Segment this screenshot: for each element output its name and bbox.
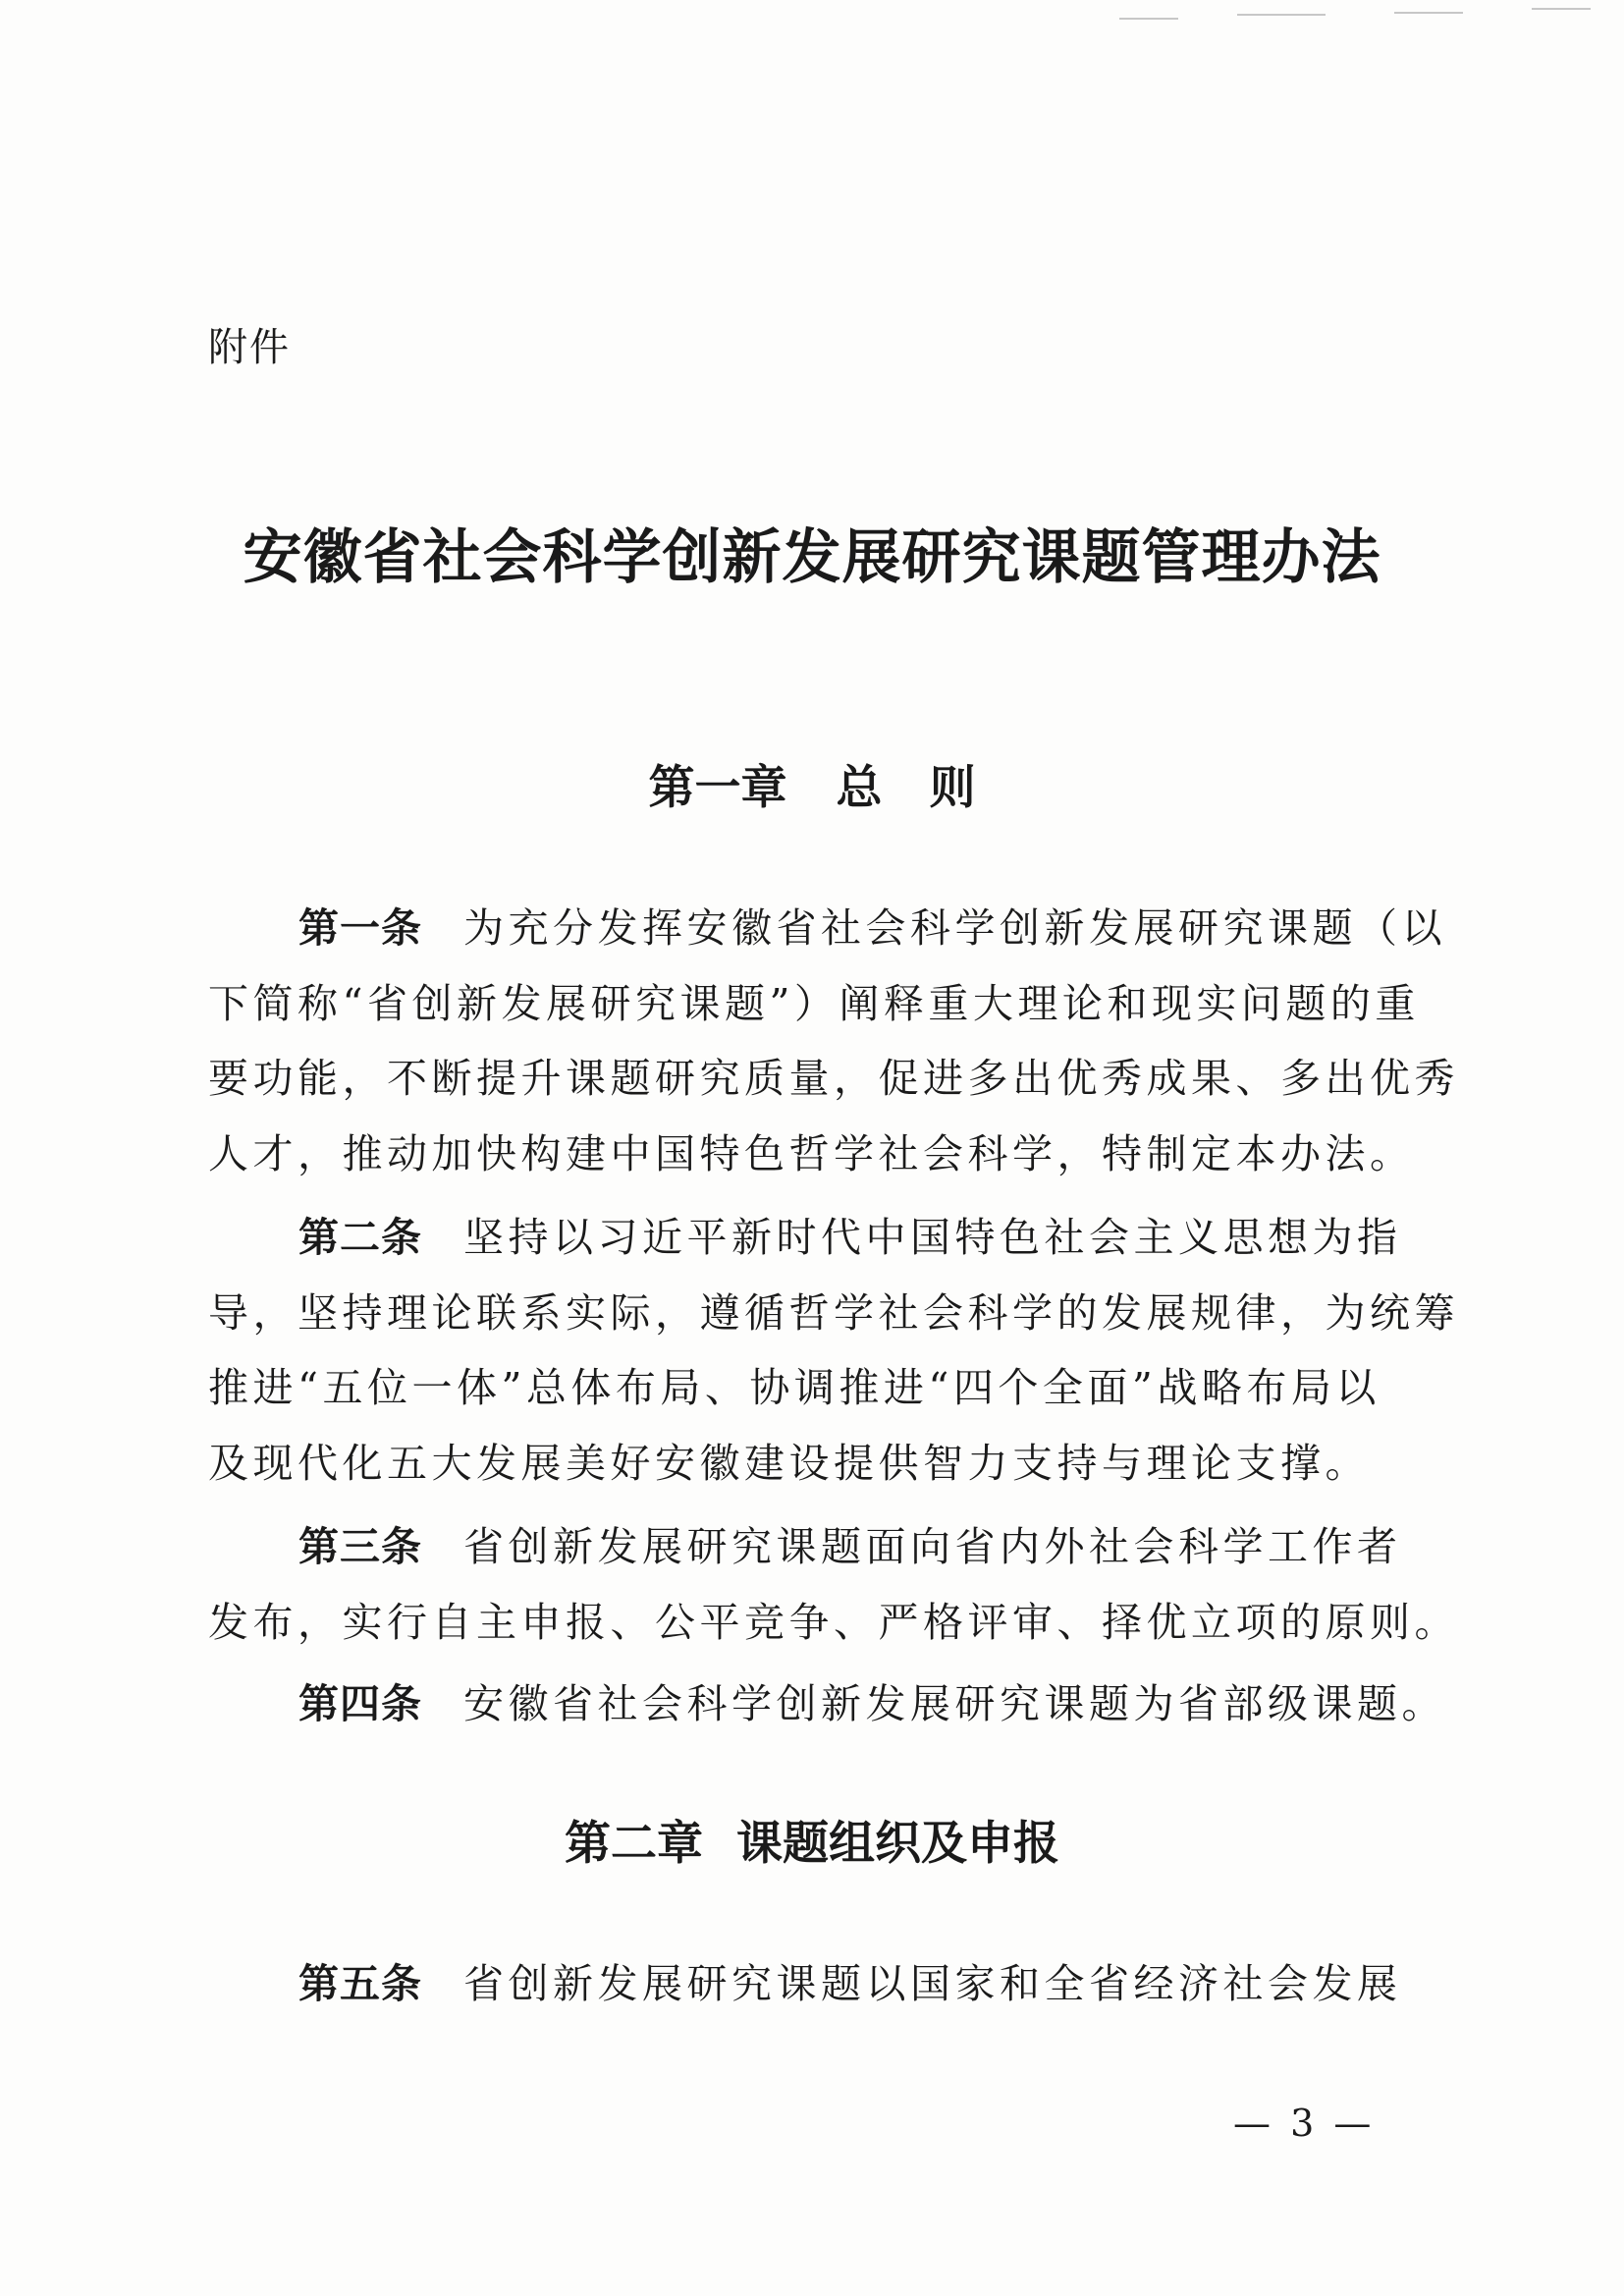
scan-artifact <box>1119 18 1178 20</box>
article-3-label: 第三条 <box>298 1523 422 1570</box>
article-3-text: 省创新发展研究课题面向省内外社会科学工作者 <box>463 1523 1402 1570</box>
chapter-1-heading <box>0 751 1624 817</box>
article-3-line: 发布，实行自主申报、公平竞争、严格评审、择优立项的原则。 <box>208 1599 1459 1646</box>
article-5-line <box>298 1960 1435 2007</box>
article-1-text: 为充分发挥安徽省社会科学创新发展研究课题（以 <box>463 904 1446 952</box>
article-4-text: 安徽省社会科学创新发展研究课题为省部级课题。 <box>463 1680 1446 1727</box>
chapter-1-name-char: 则 <box>929 761 976 815</box>
article-4-label: 第四条 <box>298 1680 422 1727</box>
attachment-label: 附件 <box>208 325 291 370</box>
article-1-line: 下简称“省创新发展研究课题”）阐释重大理论和现实问题的重 <box>208 980 1420 1027</box>
chapter-2-heading <box>0 1807 1624 1873</box>
article-1-line <box>298 904 1446 952</box>
scan-artifact <box>1237 14 1326 16</box>
chapter-2-number: 第二章 <box>565 1817 703 1871</box>
article-2-text: 坚持以习近平新时代中国特色社会主义思想为指 <box>463 1214 1402 1261</box>
article-1-label: 第一条 <box>298 904 422 952</box>
article-2-label: 第二条 <box>298 1214 422 1261</box>
chapter-1-number: 第一章 <box>648 761 787 815</box>
chapter-2-name: 课题组织及申报 <box>736 1817 1059 1871</box>
scan-artifact <box>1394 12 1463 14</box>
scan-artifact <box>1532 8 1591 10</box>
article-2-line: 及现代化五大发展美好安徽建设提供智力支持与理论支撑。 <box>208 1440 1370 1487</box>
article-3-line <box>298 1523 1435 1570</box>
article-2-line: 推进“五位一体”总体布局、协调推进“四个全面”战略布局以 <box>208 1364 1380 1411</box>
page-number: — 3 — <box>1233 2102 1376 2145</box>
article-5-label: 第五条 <box>298 1960 422 2007</box>
article-2-line <box>298 1214 1435 1261</box>
article-1-line: 人才，推动加快构建中国特色哲学社会科学，特制定本办法。 <box>208 1130 1415 1177</box>
article-5-text: 省创新发展研究课题以国家和全省经济社会发展 <box>463 1960 1402 2007</box>
article-4-line <box>298 1680 1446 1727</box>
chapter-1-name-char: 总 <box>836 761 883 815</box>
document-title: 安徽省社会科学创新发展研究课题管理办法 <box>243 523 1381 592</box>
article-2-line: 导，坚持理论联系实际，遵循哲学社会科学的发展规律，为统筹 <box>208 1289 1459 1337</box>
article-1-line: 要功能，不断提升课题研究质量，促进多出优秀成果、多出优秀 <box>208 1055 1459 1102</box>
